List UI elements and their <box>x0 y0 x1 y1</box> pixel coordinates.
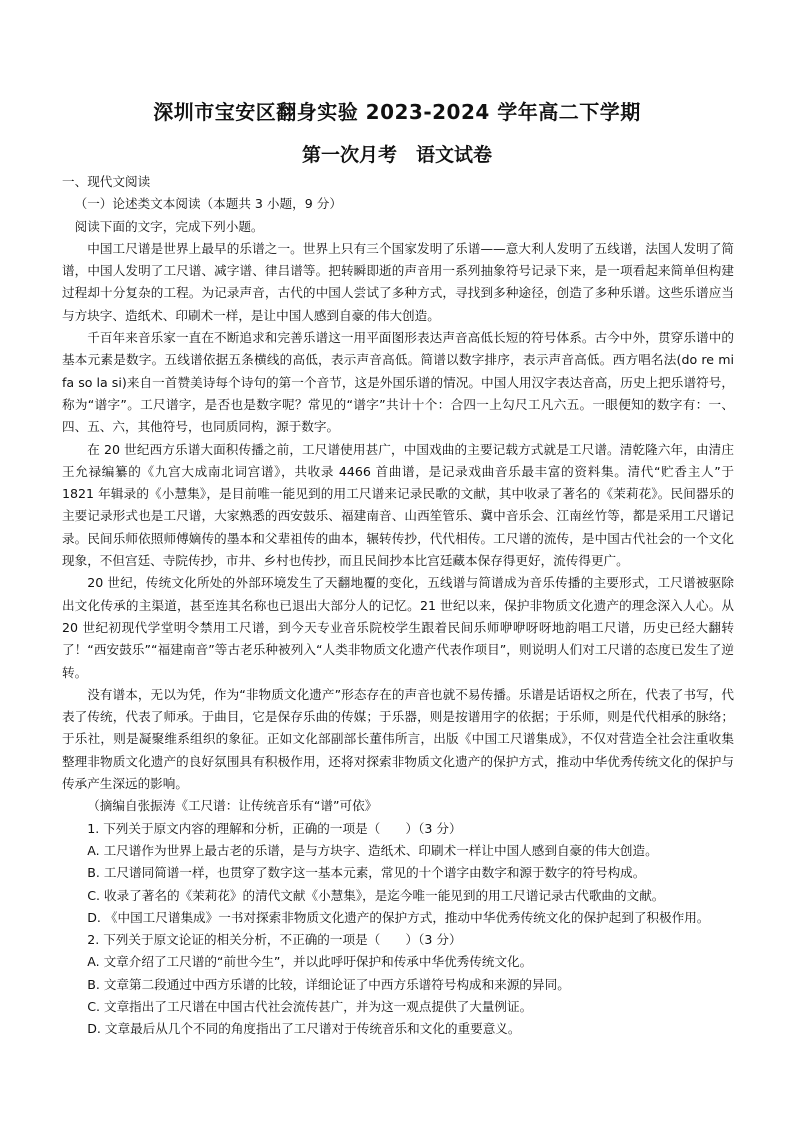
passage-source: （摘编自张振涛《工尺谱：让传统音乐有“谱”可依》 <box>87 798 378 814</box>
question-option: B. 工尺谱同简谱一样，也贯穿了数字这一基本元素，常见的十个谱字由数字和源于数字的符号构成。 <box>87 865 646 881</box>
passage-paragraph: 20 世纪，传统文化所处的外部环境发生了天翻地覆的变化，五线谱与简谱成为音乐传播的主要形式，工尺谱被驱除出文化传承的主渠道，甚至连其名称也已退出大部分人的记忆。21 世纪以来，保护非物质文化遗产的理念深入人心。从 20 世纪初现代学堂明令禁用工尺谱，到今天专业音乐院校学生跟着民间乐师咿咿呀呀地韵唱工尺谱，历史已经大翻转了！“西安鼓乐”“福建南音”等古老乐种被列入“人类非物质文化遗产代表作项目”，则说明人们对工尺谱的态度已发生了逆转。 <box>62 575 734 680</box>
section-heading: 一、现代文阅读 <box>62 174 151 189</box>
exam-body <box>62 171 734 1041</box>
passage-paragraph: 千百年来音乐家一直在不断追求和完善乐谱这一用平面图形表达声音高低长短的符号体系。古今中外，贯穿乐谱中的基本元素是数字。五线谱依据五条横线的高低，表示声音高低。简谱以数字排序，表示声音高低。西方唱名法(do re mi fa so la si)来自一首赞美诗每个诗句的第一个音节，这是外国乐谱的情况。中国人用汉字表达音高，历史上把乐谱符号，称为“谱字”。工尺谱字，是否也是数字呢？常见的“谱字”共计十个：合四一上勾尺工凡六五。一眼便知的数字有：一、四、五、六，其他符号，也同质同构，源于数字。 <box>62 330 734 435</box>
question-option: A. 工尺谱作为世界上最古老的乐谱，是与方块字、造纸术、印刷术一样让中国人感到自豪的伟大创造。 <box>87 842 658 858</box>
question-option: B. 文章第二段通过中西方乐谱的比较，详细论证了中西方乐谱符号构成和来源的异同。 <box>87 976 570 992</box>
question-stem: 2. 下列关于原文论证的相关分析，不正确的一项是（ ）（3 分） <box>87 932 462 948</box>
exam-title: 深圳市宝安区翻身实验 2023-2024 学年高二下学期 <box>153 100 641 124</box>
passage-paragraph: 在 20 世纪西方乐谱大面积传播之前，工尺谱使用甚广，中国戏曲的主要记载方式就是工尺谱。清乾隆六年，由清庄王允禄编纂的《九宫大成南北词宫谱》，共收录 4466 首曲谱，是记录戏曲音乐最丰富的资料集。清代“贮香主人”于 1821 年辑录的《小慧集》，是目前唯一能见到的用工尺谱来记录民歌的文献，其中收录了著名的《茉莉花》。民间器乐的主要记录形式也是工尺谱，大家熟悉的西安鼓乐、福建南音、山西笙管乐、冀中音乐会、江南丝竹等，都是采用工尺谱记录。民间乐师依照师傅嫡传的墨本和父辈祖传的曲本，辗转传抄，代代相传。工尺谱的流传，是中国古代社会的一个文化现象，不但宫廷、寺院传抄，市井、乡村也传抄，而且民间抄本比宫廷藏本保存得更好，流传得更广。 <box>62 441 734 569</box>
question-stem: 1. 下列关于原文内容的理解和分析，正确的一项是（ ）（3 分） <box>87 820 462 836</box>
reading-instruction: 阅读下面的文字，完成下列小题。 <box>74 218 264 234</box>
question-option: C. 收录了著名的《茉莉花》的清代文献《小慧集》，是迄今唯一能见到的用工尺谱记录古代歌曲的文献。 <box>87 887 665 903</box>
question-option: D. 《中国工尺谱集成》一书对探索非物质文化遗产的保护方式，推动中华优秀传统文化的保护起到了积极作用。 <box>87 909 710 925</box>
exam-subtitle: 第一次月考 语文试卷 <box>301 144 492 166</box>
passage-paragraph: 中国工尺谱是世界上最早的乐谱之一。世界上只有三个国家发明了乐谱——意大利人发明了五线谱，法国人发明了简谱，中国人发明了工尺谱、减字谱、律吕谱等。把转瞬即逝的声音用一系列抽象符号记录下来，是一项看起来简单但构建过程却十分复杂的工程。为记录声音，古代的中国人尝试了多种方式，寻找到多种途径，创造了多种乐谱。这些乐谱应当与方块字、造纸术、印刷术一样，是让中国人感到自豪的伟大创造。 <box>62 240 734 323</box>
subsection-heading: （一）论述类文本阅读（本题共 3 小题，9 分） <box>74 196 342 212</box>
passage-paragraph: 没有谱本，无以为凭，作为“非物质文化遗产”形态存在的声音也就不易传播。乐谱是话语权之所在，代表了书写，代表了传统，代表了师承。于曲目，它是保存乐曲的传媒；于乐器，则是按谱用字的依据；于乐师，则是代代相承的脉络；于乐社，则是凝聚维系组织的象征。正如文化部副部长董伟所言，出版《中国工尺谱集成》，不仅对营造全社会注重收集整理非物质文化遗产的良好氛围具有积极作用，还将对探索非物质文化遗产的保护方式，推动中华优秀传统文化的保护与传承产生深远的影响。 <box>62 686 734 792</box>
question-option: A. 文章介绍了工尺谱的“前世今生”，并以此呼吁保护和传承中华优秀传统文化。 <box>87 954 533 970</box>
question-option: C. 文章指出了工尺谱在中国古代社会流传甚广，并为这一观点提供了大量例证。 <box>87 998 533 1014</box>
question-option: D. 文章最后从几个不同的角度指出了工尺谱对于传统音乐和文化的重要意义。 <box>87 1021 521 1037</box>
